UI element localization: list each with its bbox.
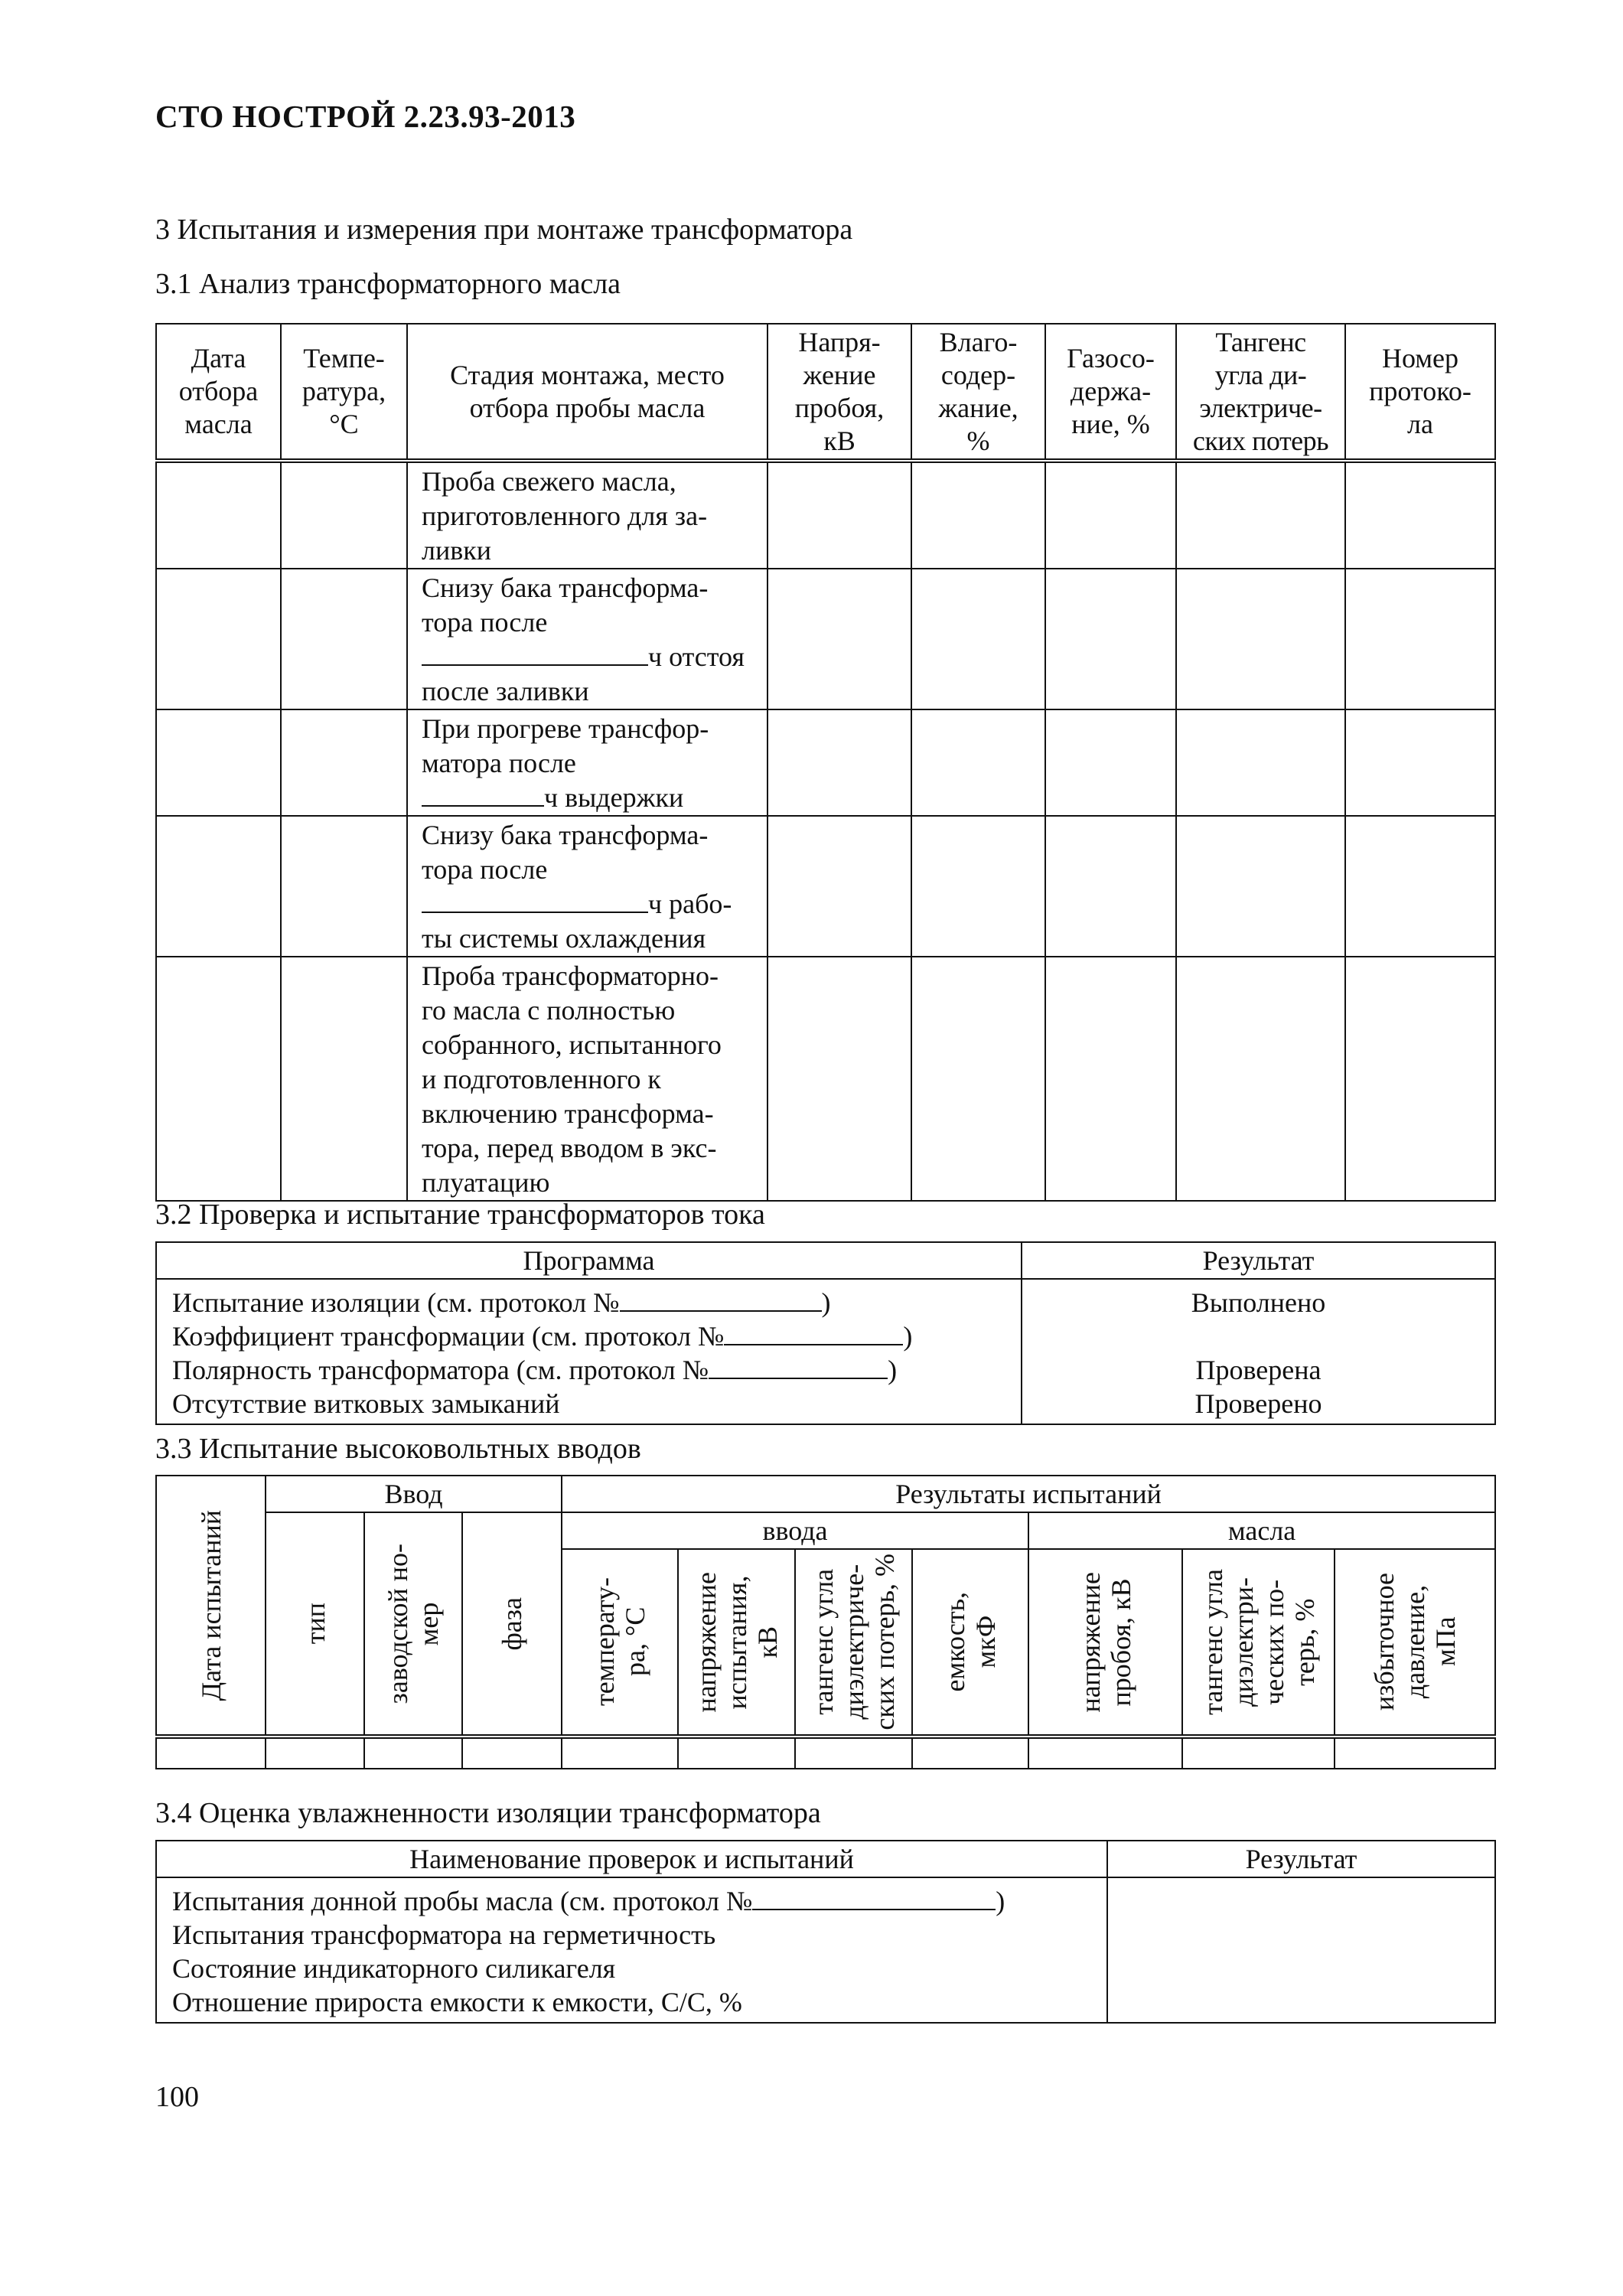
header-pressure: избыточное давление, мПа — [1335, 1549, 1495, 1737]
stage-cell: Проба свежего масла, приготовленного для за- ливки — [407, 461, 768, 569]
header-input-group: Ввод — [266, 1476, 562, 1512]
header-stage: Стадия монтажа, место отбора пробы масла — [407, 324, 768, 461]
insulation-moisture-table — [155, 1840, 1496, 2024]
header-test-date: Дата испытаний — [156, 1476, 266, 1737]
section-3-1-title: 3.1 Анализ трансформаторного масла — [155, 268, 621, 300]
result-cell — [1107, 1877, 1495, 2023]
section-3-3-title: 3.3 Испытание высоковольтных вводов — [155, 1433, 641, 1465]
list-item: Отсутствие витковых замыканий — [172, 1388, 560, 1419]
blank-line — [422, 640, 648, 666]
list-item: Состояние индикаторного силикагеля — [172, 1953, 616, 1984]
program-list — [156, 1279, 1022, 1424]
section-3-2-title: 3.2 Проверка и испытание трансформаторов тока — [155, 1199, 765, 1231]
header-breakdown-voltage: напряжение пробоя, кВ — [1028, 1549, 1182, 1737]
list-item: Испытания трансформатора на герметичность — [172, 1919, 716, 1950]
section-3-4-title: 3.4 Оценка увлажненности изоляции трансформатора — [155, 1797, 821, 1829]
header-oil-tangent: тангенс угла диэлектри- ческих по- терь, % — [1182, 1549, 1335, 1737]
table-row — [156, 816, 1495, 957]
header-capacitance: емкость, мкФ — [912, 1549, 1028, 1737]
stage-cell: Снизу бака трансформа- тора после ч отстоя после заливки — [407, 569, 768, 709]
header-test-voltage: напряжение испытания, кВ — [678, 1549, 795, 1737]
list-item: Коэффициент трансформации (см. протокол № ) — [172, 1321, 913, 1352]
stage-cell: Снизу бака трансформа- тора после ч рабо- ты системы охлаждения — [407, 816, 768, 957]
header-checks: Наименование проверок и испытаний — [156, 1841, 1107, 1877]
header-input-tangent: тангенс угла диэлектриче- ских потерь, % — [795, 1549, 912, 1737]
stage-cell: Проба трансформаторно- го масла с полностью собранного, испытанного и подготовленного к включению трансформа- тора, перед вводом в экс- плуатацию — [407, 957, 768, 1201]
header-input-sub: ввода — [562, 1512, 1028, 1549]
page-number: 100 — [155, 2081, 199, 2113]
list-item: Полярность трансформатора (см. протокол № ) — [172, 1355, 898, 1385]
header-breakdown-voltage: Напря- жение пробоя, кВ — [768, 324, 911, 461]
header-gas-content: Газосо- держа- ние, % — [1045, 324, 1176, 461]
header-moisture: Влаго- содер- жание, % — [911, 324, 1045, 461]
table-row — [156, 709, 1495, 816]
header-temperature: температу- ра, °С — [562, 1549, 678, 1737]
header-protocol-number: Номер протоко- ла — [1345, 324, 1495, 461]
blank-line — [422, 887, 648, 913]
table-row — [156, 569, 1495, 709]
header-phase: фаза — [462, 1512, 562, 1737]
checks-list — [156, 1877, 1107, 2023]
header-serial-number: заводской но- мер — [364, 1512, 462, 1737]
header-temperature: Темпе- ратура, °С — [281, 324, 407, 461]
oil-analysis-table — [155, 323, 1496, 1202]
list-item: Испытание изоляции (см. протокол № ) — [172, 1287, 831, 1318]
bushings-test-table — [155, 1475, 1496, 1769]
header-type: тип — [266, 1512, 364, 1737]
document-header: СТО НОСТРОЙ 2.23.93-2013 — [155, 99, 576, 134]
section-3-title: 3 Испытания и измерения при монтаже трансформатора — [155, 214, 853, 246]
table-row — [156, 461, 1495, 569]
header-program: Программа — [156, 1242, 1022, 1279]
header-result: Результат — [1107, 1841, 1495, 1877]
blank-line — [422, 781, 544, 807]
stage-cell: При прогреве трансфор- матора после ч выдержки — [407, 709, 768, 816]
list-item: Испытания донной пробы масла (см. протокол № ) — [172, 1886, 1005, 1916]
header-dielectric-tangent: Тангенс угла ди- электриче- ских потерь — [1176, 324, 1345, 461]
header-result: Результат — [1022, 1242, 1495, 1279]
header-date: Дата отбора масла — [156, 324, 281, 461]
list-item: Отношение прироста емкости к емкости, С/С, % — [172, 1987, 742, 2017]
header-oil-sub: масла — [1028, 1512, 1495, 1549]
current-transformer-table — [155, 1241, 1496, 1425]
table-row — [156, 1737, 1495, 1769]
header-results-group: Результаты испытаний — [562, 1476, 1495, 1512]
table-row — [156, 957, 1495, 1201]
result-list: Выполнено Проверена Проверено — [1022, 1279, 1495, 1424]
